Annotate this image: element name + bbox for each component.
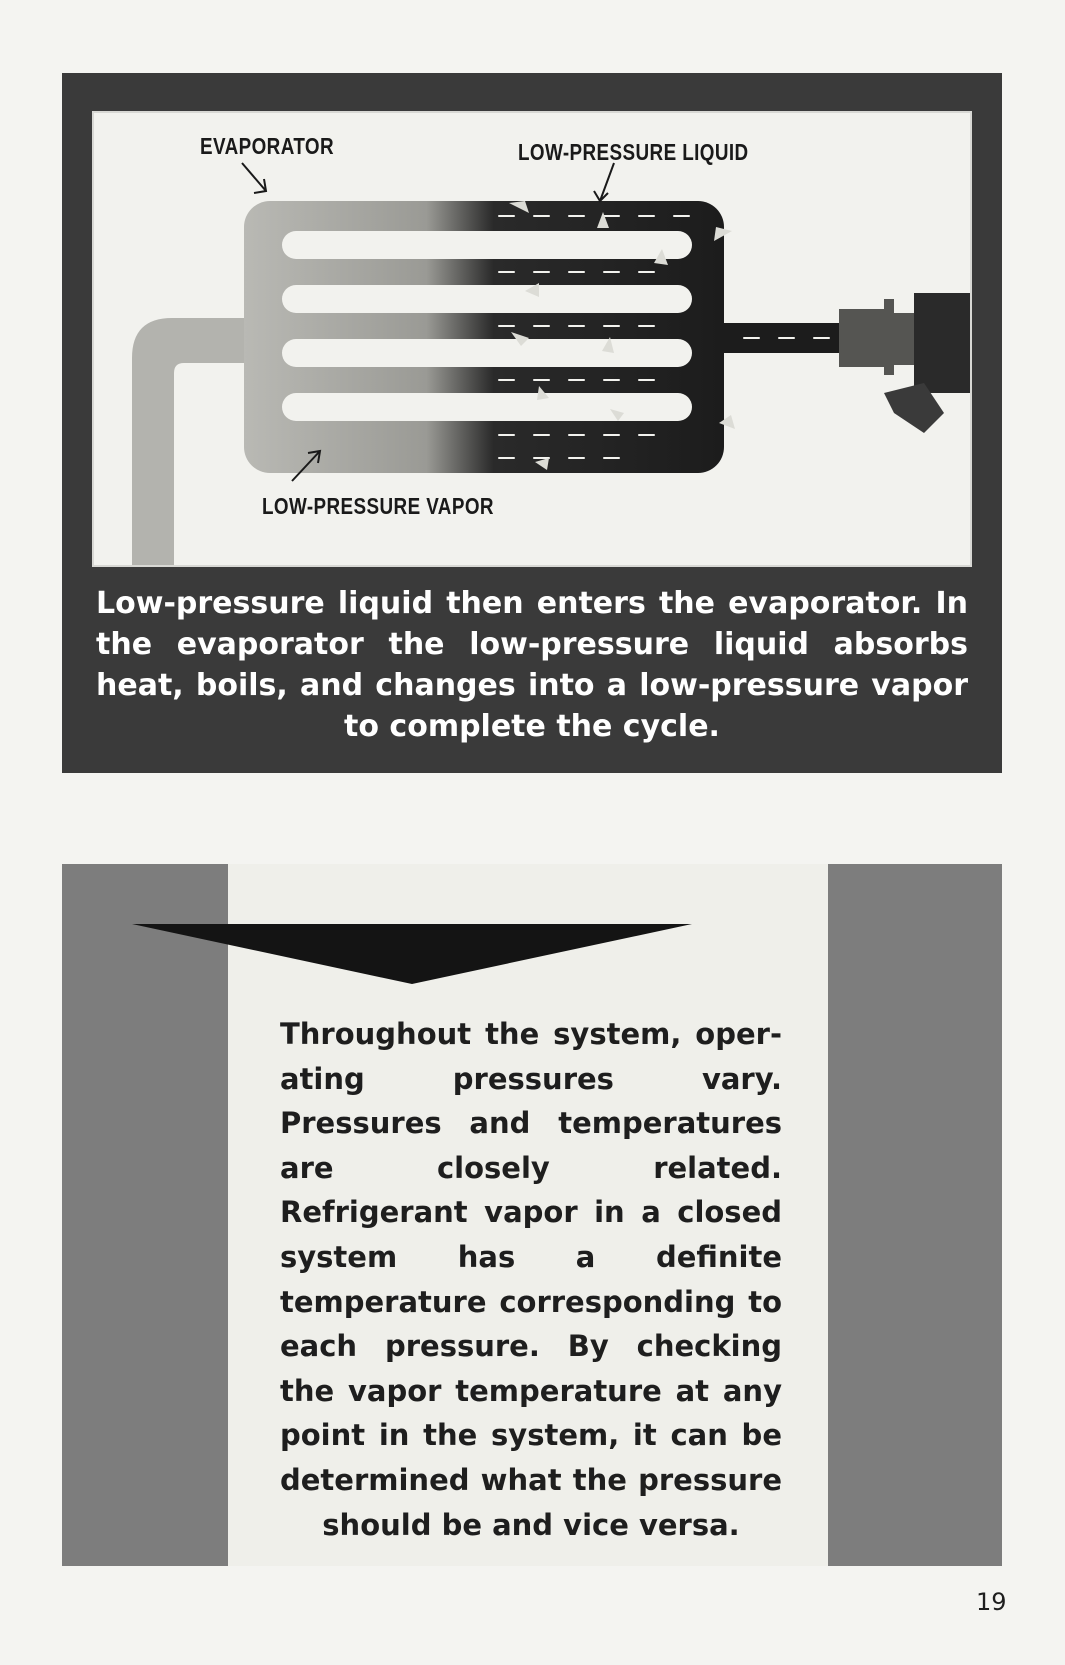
low-pressure-liquid-label: LOW-PRESSURE LIQUID bbox=[518, 139, 749, 165]
down-arrow-icon bbox=[132, 924, 692, 988]
evaporator-diagram bbox=[92, 111, 972, 567]
coil-slot bbox=[282, 285, 692, 313]
figure-caption: Low-pressure liquid then enters the evaporator. In the evaporator the low-pressure liquid absorbs heat, boils, and changes into a low-pressure vapor to complete the cycle. bbox=[96, 586, 968, 744]
evaporator-illustration bbox=[94, 113, 970, 565]
coil-slot bbox=[282, 339, 692, 367]
vapor-outlet-pipe bbox=[132, 318, 254, 565]
callout-panel bbox=[62, 864, 1002, 1566]
coil-slot bbox=[282, 393, 692, 421]
low-pressure-vapor-label: LOW-PRESSURE VAPOR bbox=[262, 493, 494, 519]
evaporator-label: EVAPORATOR bbox=[200, 133, 335, 159]
page-number: 19 bbox=[976, 1588, 1007, 1616]
coil-slot bbox=[282, 231, 692, 259]
expansion-valve bbox=[839, 299, 914, 375]
valve-body bbox=[914, 293, 970, 393]
callout-text: Throughout the system, operating pressures vary. Pressures and temperatures are closely related. Refrigerant vapor in a closed system has a definite temperature corresponding to each pressure. By checking the vapor temperature at any point in the system, it can be determined what the pressure should be and vice versa. bbox=[280, 1017, 782, 1542]
evaporator-figure-panel bbox=[62, 73, 1002, 773]
